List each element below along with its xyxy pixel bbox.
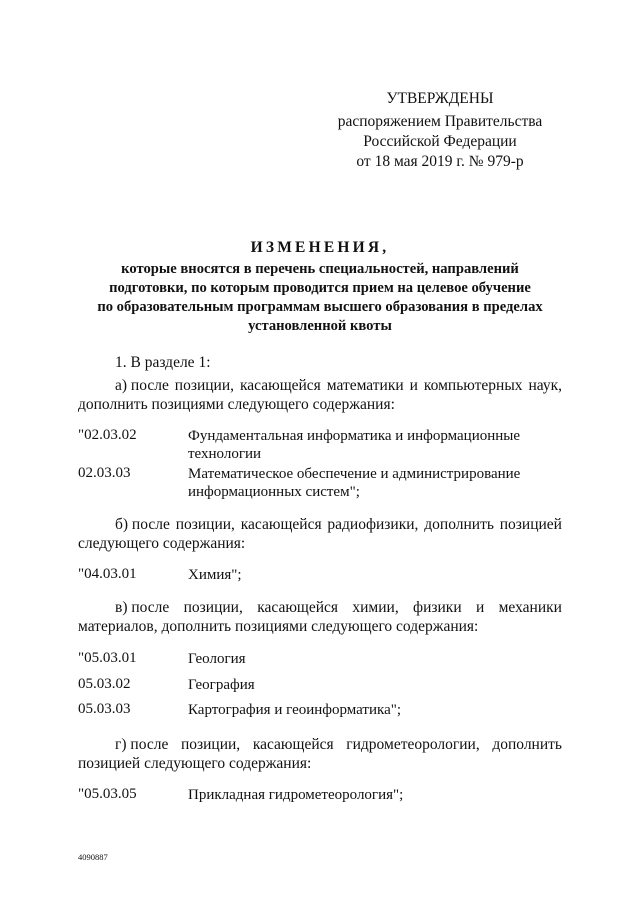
word: касающейся [239, 377, 321, 394]
approval-stamp [330, 89, 550, 172]
paragraph-v-continuation: материалов, дополнить позициями следующего содержания: [78, 618, 479, 635]
paragraph-g-first-line [78, 735, 562, 754]
word: математики [326, 377, 404, 394]
document-title [70, 238, 570, 336]
word: в) после [115, 599, 170, 616]
specialty-code: "05.03.05 [78, 786, 137, 802]
word: позиции, [174, 377, 235, 394]
word: и [475, 599, 485, 616]
word: касающейся [252, 736, 334, 753]
title-line-3: по образовательным программам высшего образования в пределах [97, 299, 543, 315]
paragraph-g [78, 735, 562, 773]
specialty-name [188, 676, 255, 694]
document-number: 4090887 [78, 852, 108, 862]
specialty-code: 05.03.03 [78, 701, 131, 717]
word: г) после [115, 736, 169, 753]
specialty-name-line: Фундаментальная информатика и информационные [188, 428, 521, 444]
specialty-name-line: Картография и геоинформатика"; [188, 702, 402, 718]
word: наук, [528, 377, 562, 394]
word: дополнить [492, 736, 562, 753]
word: компьютерных [423, 377, 523, 394]
specialty-name [188, 650, 246, 668]
paragraph-a-first-line [78, 376, 562, 395]
word: механики [498, 599, 562, 616]
word: дополнить [424, 516, 494, 533]
paragraph-b-first-line [78, 515, 562, 534]
word: касающейся [257, 599, 339, 616]
specialty-name [188, 786, 403, 804]
paragraph-a [78, 376, 562, 414]
specialty-code: "04.03.01 [78, 566, 137, 582]
word: б) после [115, 516, 170, 533]
specialty-code: "02.03.02 [78, 427, 137, 443]
title-line-4: установленной квоты [248, 318, 392, 334]
title-heading: ИЗМЕНЕНИЯ, [250, 239, 390, 256]
paragraph-b [78, 515, 562, 553]
section-heading: 1. В разделе 1: [115, 354, 211, 371]
specialty-code: 02.03.03 [78, 465, 131, 481]
specialty-name-line: Геология [188, 651, 246, 667]
title-line-2: подготовки, по которым проводится прием на целевое обучение [109, 280, 531, 296]
specialty-code: "05.03.01 [78, 650, 137, 666]
title-line-1: которые вносятся в перечень специальностей, направлений [121, 261, 519, 277]
word: касающейся [240, 516, 322, 533]
word: радиофизики, [327, 516, 419, 533]
specialty-code: 05.03.02 [78, 676, 131, 692]
paragraph-g-continuation: позицией следующего содержания: [78, 755, 312, 772]
word: позиции, [183, 599, 243, 616]
specialty-name-line: Химия"; [188, 567, 242, 583]
word: физики [413, 599, 462, 616]
specialty-name [188, 427, 520, 463]
word: позиции, [180, 736, 241, 753]
paragraph-v [78, 598, 562, 636]
specialty-name-line: технологии [188, 446, 262, 462]
paragraph-a-continuation: дополнить позициями следующего содержания: [78, 396, 395, 413]
word: а) после [115, 377, 169, 394]
word: позицией [499, 516, 562, 533]
paragraph-v-first-line [78, 598, 562, 617]
specialty-name-line: Прикладная гидрометеорология"; [188, 787, 404, 803]
approval-line-3: от 18 мая 2019 г. № 979-р [356, 153, 524, 170]
approval-line-2: Российской Федерации [363, 133, 517, 150]
approval-line-1: распоряжением Правительства [337, 113, 543, 130]
specialty-name [188, 701, 401, 719]
specialty-name [188, 465, 520, 501]
specialty-name-line: информационных систем"; [188, 484, 360, 500]
specialty-name [188, 566, 242, 584]
paragraph-b-continuation: следующего содержания: [78, 535, 246, 552]
word: и [409, 377, 418, 394]
specialty-name-line: География [188, 677, 255, 693]
word: химии, [352, 599, 399, 616]
approval-heading: УТВЕРЖДЕНЫ [386, 90, 494, 107]
specialty-name-line: Математическое обеспечение и администрирование [188, 466, 521, 482]
word: гидрометеорологии, [346, 736, 480, 753]
word: позиции, [175, 516, 235, 533]
